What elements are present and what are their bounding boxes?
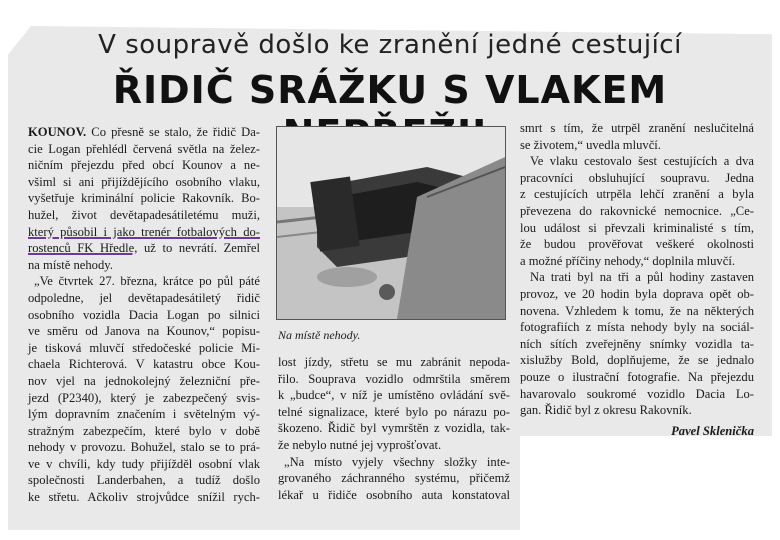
photo-caption: Na místě nehody. — [278, 328, 361, 342]
text-line: novena. Vzhledem k tomu, že na některých — [520, 303, 754, 318]
text-line: je tisková mluvčí středočeské policie Mi- — [28, 340, 260, 355]
text-line: cie Logan přehlédl červená světla na želez- — [28, 141, 260, 156]
text-line: pouze o ilustrační fotografie. Na přejezdu — [520, 369, 754, 384]
article-column-2 — [278, 354, 510, 503]
text-line — [28, 240, 260, 257]
text-line: ke střetu. Ačkoliv strojvůdce snížil rych- — [28, 490, 260, 505]
text-line: xislužby Bold, doplňujeme, že se jednalo — [520, 353, 754, 368]
text-line: vyšetřuje kriminální policie Rakovník. Bo- — [28, 191, 260, 206]
text-line: z cestujících utrpěla lehčí zranění a byla — [520, 187, 754, 202]
text-line: a možné příčiny nehody,“ doplnila mluvčí. — [520, 253, 735, 268]
text-line: že budou prověřovat veškeré okolnosti — [520, 237, 754, 252]
text-line: „Ve čtvrtek 27. března, krátce po půl páté — [34, 274, 260, 289]
text-line: že nebylo nutné jej vyprošťovat. — [278, 437, 442, 452]
text-line: škozeno. Řidič byl vymrštěn z vozidla, tak- — [278, 421, 510, 436]
author-byline: Pavel Sklenička — [671, 424, 754, 438]
text-line: převezena do rakovnické nemocnice. „Ce- — [520, 203, 754, 218]
text-line: ve směru od Janova na Kounov,“ popisu- — [28, 324, 260, 339]
text-line: Ve vlaku cestovalo šest cestujících a dva — [530, 154, 754, 169]
text-line: odpoledne, jel devětapadesátiletý řidič — [28, 290, 260, 305]
text-line: nov vjel na jednokolejný železniční pře- — [28, 373, 260, 388]
article-column-1 — [28, 124, 260, 506]
dateline: KOUNOV. — [28, 125, 87, 139]
text-line: telné signalizace, které bylo po nárazu po- — [278, 404, 510, 419]
text-line: nehody v provozu. Bohužel, stalo se to prá- — [28, 440, 260, 455]
text-line: stražným zabezpečím, které bylo v době — [28, 423, 260, 438]
article-column-3 — [520, 120, 754, 419]
text-line: všiml si ani přijíždějícího osobního vlaku, — [28, 174, 260, 189]
article-title: ŘIDIČ SRÁŽKU S VLAKEM — [112, 68, 668, 112]
text-line: na místě nehody. — [28, 257, 113, 272]
text-line — [28, 224, 260, 241]
text-line: pracovníci obsluhující soupravu. Jedna — [520, 170, 754, 185]
article-subtitle: V soupravě došlo ke zranění jedné cestující — [98, 30, 682, 60]
text-line: ve v chvíli, kdy tudy přijížděl osobní vlak — [28, 456, 260, 471]
underlined-text: rostenců FK Hředle, — [28, 241, 138, 256]
text-line: lým dopravním značením i světelným vý- — [28, 407, 260, 422]
text-line: „Na místo vyjely všechny složky inte- — [284, 454, 510, 469]
text-line: provoz, ve 20 hodin byla doprava opět ob- — [520, 286, 754, 301]
text-line: lost jízdy, střetu se mu zabránit nepoda- — [278, 355, 510, 369]
text-line: grovaného záchranného systému, přičemž — [278, 471, 510, 486]
accident-photo — [276, 126, 506, 320]
text-line: společnosti Landerbahen, a tudíž došlo — [28, 473, 260, 488]
text-line: smrt s tím, že utrpěl zranění neslučitelná — [520, 121, 754, 135]
text-line: se životem,“ uvedla mluvčí. — [520, 137, 661, 152]
text-line — [28, 124, 260, 141]
text-line: havarovalo soukromé vozidlo Dacia Lo- — [520, 386, 754, 401]
text-line: chaela Richterová. V katastru obce Kou- — [28, 357, 260, 372]
text-line: ničním přejezdu před obcí Kounov a ne- — [28, 158, 260, 173]
text-line: jezd (P2340), který je zabezpečený svis- — [28, 390, 260, 405]
text-line: lou událost si převzali kriminalisté s tím, — [520, 220, 754, 235]
text-line: hužel, život devětapadesátiletému muži, — [28, 207, 260, 222]
text-line: ních sítích zveřejněny snímky vozidla ta- — [520, 336, 754, 351]
wrecked-car-image — [277, 127, 505, 319]
underlined-text: který působil i jako trenér fotbalových do- — [28, 224, 260, 239]
text-line: gan. Řidič byl z okresu Rakovník. — [520, 403, 692, 418]
text-line: lékař u řidiče osobního auta konstatoval — [278, 487, 510, 502]
text-line: fotografiích z místa nehody byly na sociál- — [520, 320, 754, 335]
text-segment: už to nevrátí. Zemřel — [137, 241, 260, 256]
text-line: řilo. Souprava vozidlo odmrštila směrem — [278, 371, 510, 386]
text-line: k „budce“, v níž je umístěno ovládání svě- — [278, 388, 510, 403]
text-line: osobního vozidla Dacia Logan po silnici — [28, 307, 260, 322]
text-line: Co přesně se stalo, že řidič Da- — [91, 125, 260, 139]
text-line: Na trati byl na tři a půl hodiny zastaven — [530, 270, 754, 285]
